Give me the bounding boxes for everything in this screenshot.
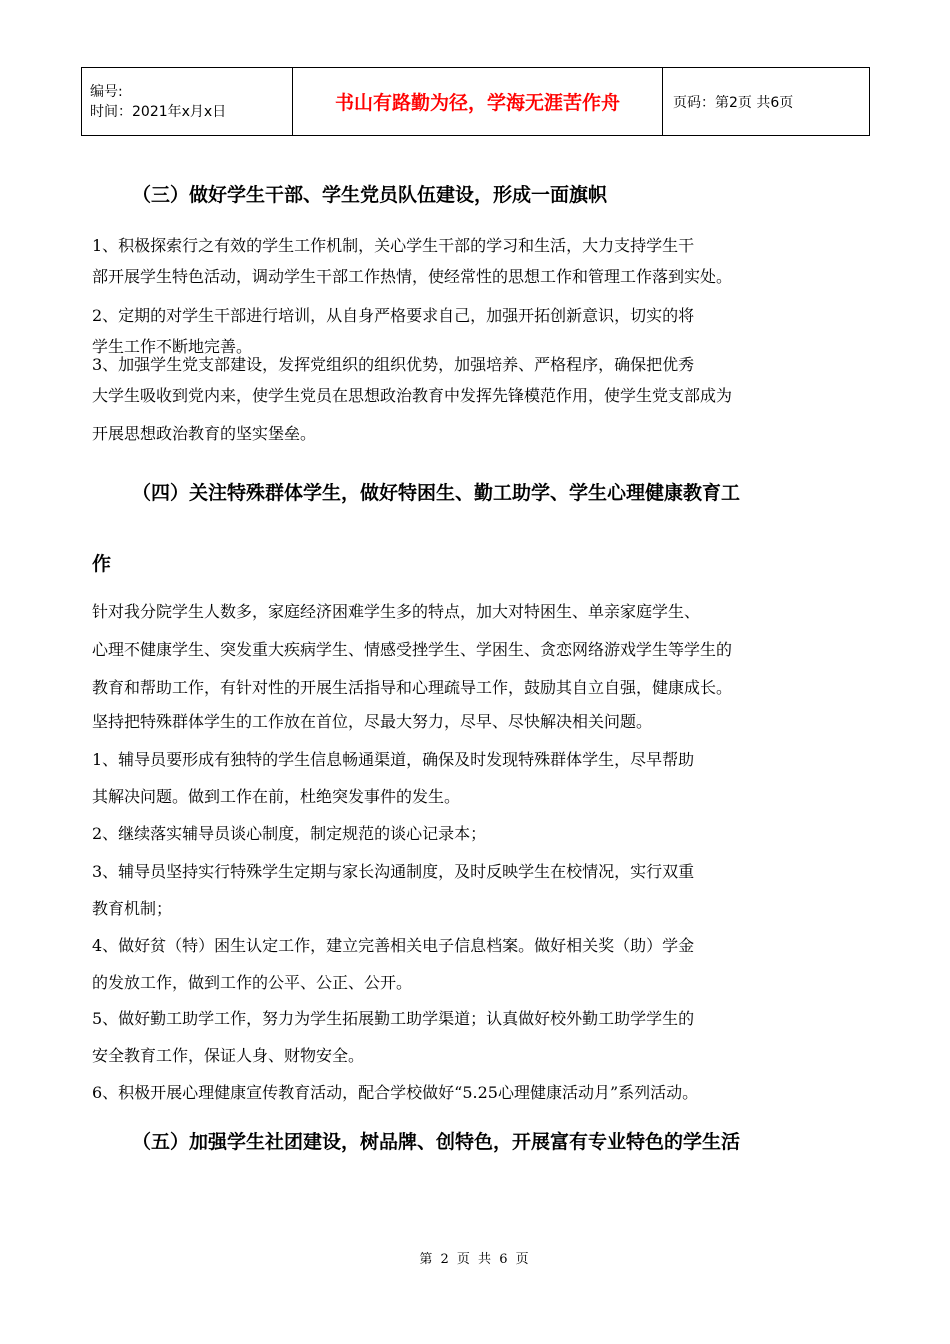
document-header xyxy=(81,67,870,136)
section-4-heading-line-2: 作 xyxy=(92,553,112,575)
section-3-heading: （三）做好学生干部、学生党员队伍建设，形成一面旗帜 xyxy=(132,184,608,206)
number-label: 编号: xyxy=(90,83,123,100)
header-page-info: 页码：第2页 共6页 xyxy=(663,68,870,136)
section-4-item-1 xyxy=(92,744,862,812)
paragraph-line: 6、积极开展心理健康宣传教育活动，配合学校做好“5.25心理健康活动月”系列活动。 xyxy=(92,1083,699,1102)
paragraph-line: 5、做好勤工助学工作，努力为学生拓展勤工助学渠道；认真做好校外勤工助学学生的 xyxy=(92,1009,695,1028)
paragraph-line: 2、定期的对学生干部进行培训，从自身严格要求自己，加强开拓创新意识，切实的将 xyxy=(92,306,695,325)
section-4-item-4 xyxy=(92,930,862,998)
paragraph-line: 安全教育工作，保证人身、财物安全。 xyxy=(92,1046,365,1065)
section-4-item-5 xyxy=(92,1003,862,1071)
paragraph-line: 针对我分院学生人数多，家庭经济困难学生多的特点，加大对特困生、单亲家庭学生、 xyxy=(92,602,701,621)
paragraph-line: 的发放工作，做到工作的公平、公正、公开。 xyxy=(92,973,413,992)
paragraph-line: 教育机制； xyxy=(92,899,173,918)
paragraph-line: 部开展学生特色活动，调动学生干部工作热情，使经常性的思想工作和管理工作落到实处。 xyxy=(92,267,733,286)
section-4-item-6 xyxy=(92,1077,862,1108)
section-3-item-1 xyxy=(92,230,862,292)
paragraph-line: 1、辅导员要形成有独特的学生信息畅通渠道，确保及时发现特殊群体学生，尽早帮助 xyxy=(92,750,695,769)
time-label: 时间：2021年x月x日 xyxy=(90,103,227,120)
paragraph-line: 大学生吸收到党内来，使学生党员在思想政治教育中发挥先锋模范作用，使学生党支部成为 xyxy=(92,386,733,405)
paragraph-line: 坚持把特殊群体学生的工作放在首位，尽最大努力，尽早、尽快解决相关问题。 xyxy=(92,712,653,731)
header-meta xyxy=(82,68,293,136)
section-5-heading: （五）加强学生社团建设，树品牌、创特色，开展富有专业特色的学生活 xyxy=(132,1131,741,1153)
paragraph-line: 教育和帮助工作，有针对性的开展生活指导和心理疏导工作，鼓励其自立自强，健康成长。 xyxy=(92,678,733,697)
section-4-intro xyxy=(92,596,862,737)
paragraph-line: 4、做好贫（特）困生认定工作，建立完善相关电子信息档案。做好相关奖（助）学金 xyxy=(92,936,695,955)
section-4-heading-line-1: （四）关注特殊群体学生，做好特困生、勤工助学、学生心理健康教育工 xyxy=(132,482,741,504)
paragraph-line: 3、加强学生党支部建设，发挥党组织的组织优势，加强培养、严格程序，确保把优秀 xyxy=(92,355,695,374)
section-4-item-2 xyxy=(92,818,862,849)
page-footer: 第 2 页 共 6 页 xyxy=(419,1252,531,1267)
paragraph-line: 学生工作不断地完善。 xyxy=(92,337,253,356)
section-3-item-3 xyxy=(92,349,862,449)
paragraph-line: 3、辅导员坚持实行特殊学生定期与家长沟通制度，及时反映学生在校情况，实行双重 xyxy=(92,862,695,881)
paragraph-line: 心理不健康学生、突发重大疾病学生、情感受挫学生、学困生、贪恋网络游戏学生等学生的 xyxy=(92,640,733,659)
paragraph-line: 其解决问题。做到工作在前，杜绝突发事件的发生。 xyxy=(92,787,461,806)
section-4-item-3 xyxy=(92,856,862,924)
paragraph-line: 2、继续落实辅导员谈心制度，制定规范的谈心记录本； xyxy=(92,824,487,843)
paragraph-line: 1、积极探索行之有效的学生工作机制，关心学生干部的学习和生活，大力支持学生干 xyxy=(92,236,695,255)
paragraph-line: 开展思想政治教育的坚实堡垒。 xyxy=(92,424,317,443)
header-motto: 书山有路勤为径，学海无涯苦作舟 xyxy=(293,68,663,136)
